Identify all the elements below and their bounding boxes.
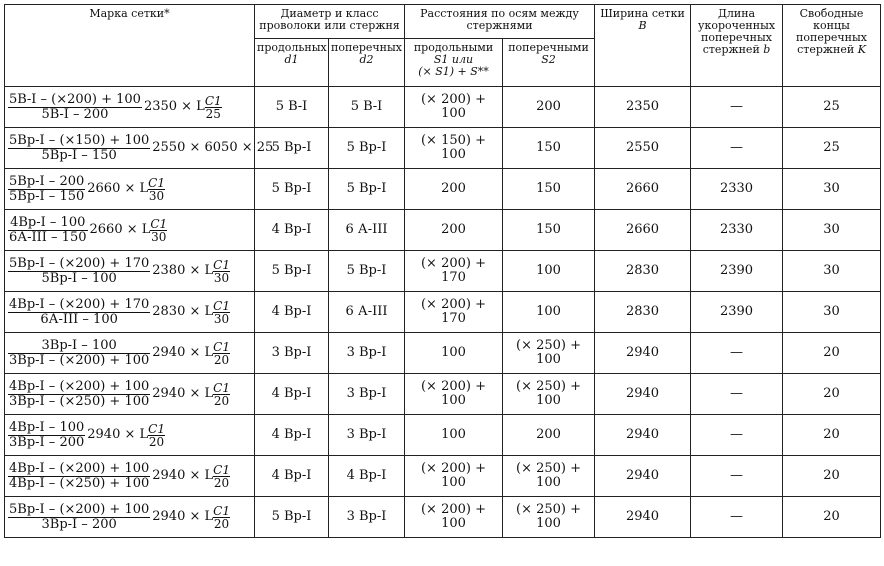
cell-s1: (× 200) + 100 [405,374,503,415]
cell-d1: 4 Вр-I [255,415,329,456]
mesh-mark [5,169,255,210]
cell-s1: (× 200) + 170 [405,292,503,333]
mesh-mark [5,210,255,251]
cell-s1: 200 [405,169,503,210]
mark-fraction: $\frac{4Вр-I - 100}{3Вр-I - 200}$ [9,419,85,450]
cell-d1: 4 Вр-I [255,292,329,333]
cell-d2: 3 Вр-I [329,333,405,374]
mark-tail: 2830 × L [152,304,214,319]
length-fraction: $\frac{C1}{30}$ [148,175,165,203]
cell-d2: 5 Вр-I [329,169,405,210]
cell-d1: 4 Вр-I [255,456,329,497]
cell-d1: 5 Вр-I [255,497,329,538]
length-fraction: $\frac{C1}{20}$ [213,462,230,490]
cell-free-ends: 30 [783,210,881,251]
cell-short-length: — [691,456,783,497]
cell-short-length: 2330 [691,210,783,251]
mesh-mark [5,333,255,374]
mark-fraction: $\frac{4Вр-I - 100}{\text{6А-III – 150}}$ [9,214,87,245]
cell-free-ends: 30 [783,251,881,292]
cell-free-ends: 25 [783,87,881,128]
cell-d2: 5 Вр-I [329,251,405,292]
cell-width: 2940 [595,456,691,497]
cell-d1: 4 Вр-I [255,210,329,251]
mark-tail: 2350 × L [143,99,205,114]
mark-tail: 2550 × 6050 × 25 [152,140,274,155]
cell-width: 2550 [595,128,691,169]
cell-s1: 100 [405,333,503,374]
mark-fraction: $\frac{3Вр-I - 100}{3Вр-I - (\times 200) + 100}$ [9,337,150,368]
mark-fraction: $\frac{5В-I - (\times 200) + 100}{5В-I - 200}$ [9,91,141,122]
header-longitudinal: продольных d1 [255,39,329,87]
cell-short-length: — [691,333,783,374]
header-diameter-group: Диаметр и класс проволоки или стержня [255,5,405,39]
table-row [5,128,881,169]
mesh-mark [5,87,255,128]
cell-s2: 200 [503,415,595,456]
mark-fraction: $\frac{4Вр-I - (\times 200) + 100}{4Вр-I - (\times 250) + 100}$ [9,460,150,491]
mesh-mark [5,374,255,415]
cell-short-length: — [691,374,783,415]
cell-width: 2830 [595,292,691,333]
header-width: Ширина сетки B [595,5,691,87]
cell-free-ends: 25 [783,128,881,169]
cell-s2: 150 [503,210,595,251]
cell-free-ends: 20 [783,333,881,374]
cell-width: 2940 [595,333,691,374]
header-free-ends: Свободные концы поперечных стержней K [783,5,881,87]
cell-width: 2940 [595,415,691,456]
length-fraction: $\frac{C1}{30}$ [213,298,230,326]
length-fraction: $\frac{C1}{30}$ [213,257,230,285]
mark-tail: 2940 × L [152,386,214,401]
length-fraction: $\frac{C1}{30}$ [150,216,168,244]
table-row [5,210,881,251]
cell-d2: 3 Вр-I [329,415,405,456]
cell-d2: 4 Вр-I [329,456,405,497]
cell-free-ends: 30 [783,169,881,210]
cell-s2: 150 [503,128,595,169]
mark-fraction: $\frac{4Вр-I - (\times 200) + 100}{3Вр-I - (\times 250) + 100}$ [9,378,150,409]
mark-fraction: $\frac{5Вр-I - (\times 200) + 100}{3Вр-I - 200}$ [9,501,150,532]
cell-d1: 5 В-I [255,87,329,128]
mesh-mark [5,128,274,169]
cell-d2: 3 Вр-I [329,497,405,538]
cell-free-ends: 20 [783,374,881,415]
mesh-mark [5,415,255,456]
mark-fraction: $\frac{5Вр-I - (\times 150) + 100}{5Вр-I - 150}$ [9,132,150,163]
header-spacing-group: Расстояния по осям между стержнями [405,5,595,39]
mark-tail: 2380 × L [152,263,214,278]
cell-s1: 100 [405,415,503,456]
mark-tail: 2660 × L [87,181,149,196]
cell-d2: 6 А-III [329,292,405,333]
mesh-mark [5,456,255,497]
cell-s2: (× 250) + 100 [503,456,595,497]
cell-width: 2350 [595,87,691,128]
table-row [5,333,881,374]
cell-short-length: 2390 [691,292,783,333]
cell-short-length: — [691,497,783,538]
cell-s2: 200 [503,87,595,128]
cell-d1: 3 Вр-I [255,333,329,374]
mark-fraction: $\frac{5Вр-I - (\times 200) + 170}{5Вр-I - 100}$ [9,255,150,286]
mark-tail: 2940 × L [152,468,214,483]
cell-short-length: — [691,87,783,128]
cell-width: 2660 [595,210,691,251]
cell-s1: (× 200) + 170 [405,251,503,292]
cell-short-length: 2390 [691,251,783,292]
mark-tail: 2940 × L [87,427,149,442]
cell-s2: (× 250) + 100 [503,333,595,374]
table-row [5,415,881,456]
cell-free-ends: 30 [783,292,881,333]
cell-s1: (× 200) + 100 [405,497,503,538]
header-transverse: поперечных d2 [329,39,405,87]
table-row [5,456,881,497]
cell-free-ends: 20 [783,456,881,497]
length-fraction: $\frac{C1}{25}$ [204,93,222,121]
cell-d1: 4 Вр-I [255,374,329,415]
cell-s2: 150 [503,169,595,210]
cell-s1: (× 150) + 100 [405,128,503,169]
length-fraction: $\frac{C1}{20}$ [213,503,230,531]
cell-short-length: 2330 [691,169,783,210]
cell-s2: (× 250) + 100 [503,374,595,415]
length-fraction: $\frac{C1}{20}$ [148,421,165,449]
cell-width: 2940 [595,497,691,538]
mesh-mark [5,292,255,333]
mark-tail: 2940 × L [152,509,214,524]
table-row [5,87,881,128]
cell-width: 2830 [595,251,691,292]
cell-s1: (× 200) + 100 [405,456,503,497]
cell-short-length: — [691,415,783,456]
length-fraction: $\frac{C1}{20}$ [213,339,230,367]
mesh-mark [5,497,255,538]
cell-d2: 3 Вр-I [329,374,405,415]
cell-d2: 5 Вр-I [329,128,405,169]
cell-s1: (× 200) + 100 [405,87,503,128]
cell-width: 2660 [595,169,691,210]
cell-s2: 100 [503,292,595,333]
header-mark: Марка сетки* [5,5,255,87]
cell-d2: 5 В-I [329,87,405,128]
length-fraction: $\frac{C1}{20}$ [213,380,230,408]
cell-short-length: — [691,128,783,169]
cell-s2: 100 [503,251,595,292]
cell-d2: 6 А-III [329,210,405,251]
cell-s1: 200 [405,210,503,251]
cell-width: 2940 [595,374,691,415]
mark-tail: 2940 × L [152,345,214,360]
cell-d1: 5 Вр-I [255,128,329,169]
header-spacing-transverse: поперечными S2 [503,39,595,87]
mark-tail: 2660 × L [89,222,151,237]
cell-free-ends: 20 [783,415,881,456]
cell-d1: 5 Вр-I [255,251,329,292]
cell-free-ends: 20 [783,497,881,538]
table-row [5,497,881,538]
cell-d1: 5 Вр-I [255,169,329,210]
table-row [5,251,881,292]
mark-fraction: $\frac{4Вр-I - (\times 200) + 170}{\text{6А-III – 100}}$ [9,296,150,327]
table-row [5,169,881,210]
cell-s2: (× 250) + 100 [503,497,595,538]
table-row [5,292,881,333]
mesh-mark [5,251,255,292]
header-spacing-longitudinal: продольными S1 или (× S1) + S** [405,39,503,87]
mesh-spec-table [4,4,881,538]
header-short-length: Длина укороченных поперечных стержней b [691,5,783,87]
mark-fraction: $\frac{5Вр-I - 200}{5Вр-I - 150}$ [9,173,85,204]
table-row [5,374,881,415]
